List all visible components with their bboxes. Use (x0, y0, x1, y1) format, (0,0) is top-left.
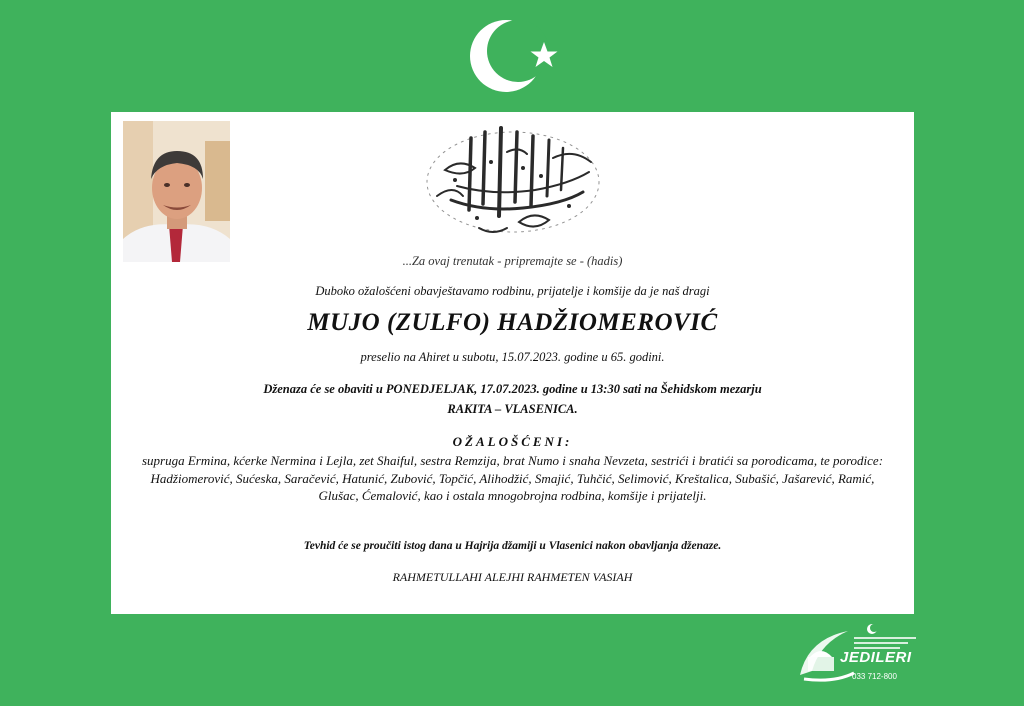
mourners-heading: OŽALOŠĆENI: (452, 434, 573, 449)
calligraphy-emblem (423, 118, 603, 246)
funeral-details: Dženaza će se obaviti u PONEDJELJAK, 17.07.2023. godine u 13:30 sati na Šehidskom mezarju (263, 382, 762, 396)
portrait-photo (123, 121, 230, 262)
crescent-star-icon (462, 10, 562, 100)
logo-phone: 033 712-800 (852, 672, 897, 681)
obituary-card (111, 112, 914, 614)
tevhid-text: Tevhid će se proučiti istog dana u Hajrija džamiji u Vlasenici nakon obavljanja dženaze. (303, 540, 722, 552)
logo-brand: JEDILERI (840, 649, 912, 666)
passing-date-text: preselio na Ahiret u subotu, 15.07.2023. godine u 65. godini. (360, 350, 665, 364)
closing-prayer: RAHMETULLAHI ALEJHI RAHMETEN VASIAH (392, 570, 633, 584)
intro-text: Duboko ožalošćeni obavještavamo rodbinu, prijatelje i komšije da je naš dragi (315, 284, 710, 298)
hadith-motto: ...Za ovaj trenutak - pripremajte se - (hadis) (402, 254, 623, 268)
mourners-list: supruga Ermina, kćerke Nermina i Lejla, zet Shaiful, sestra Remzija, brat Numo i snaha Nevzeta, sestrići i bratići sa porodicama, te porodice: Hadžiomerović, Sućeska, Saračević, Hatunić, Zubović, Topčić, Alihodžić, Smajić, Tuhčić, Selimović, Kreštalica, Subašić, Jašarević, Ramić, Glušac, Ćemalović, kao i ostala mnogobrojna rodbina, komšije i prijatelji. (141, 453, 884, 503)
deceased-name: MUJO (ZULFO) HADŽIOMEROVIĆ (307, 309, 718, 336)
funeral-place: RAKITA – VLASENICA. (447, 402, 578, 416)
